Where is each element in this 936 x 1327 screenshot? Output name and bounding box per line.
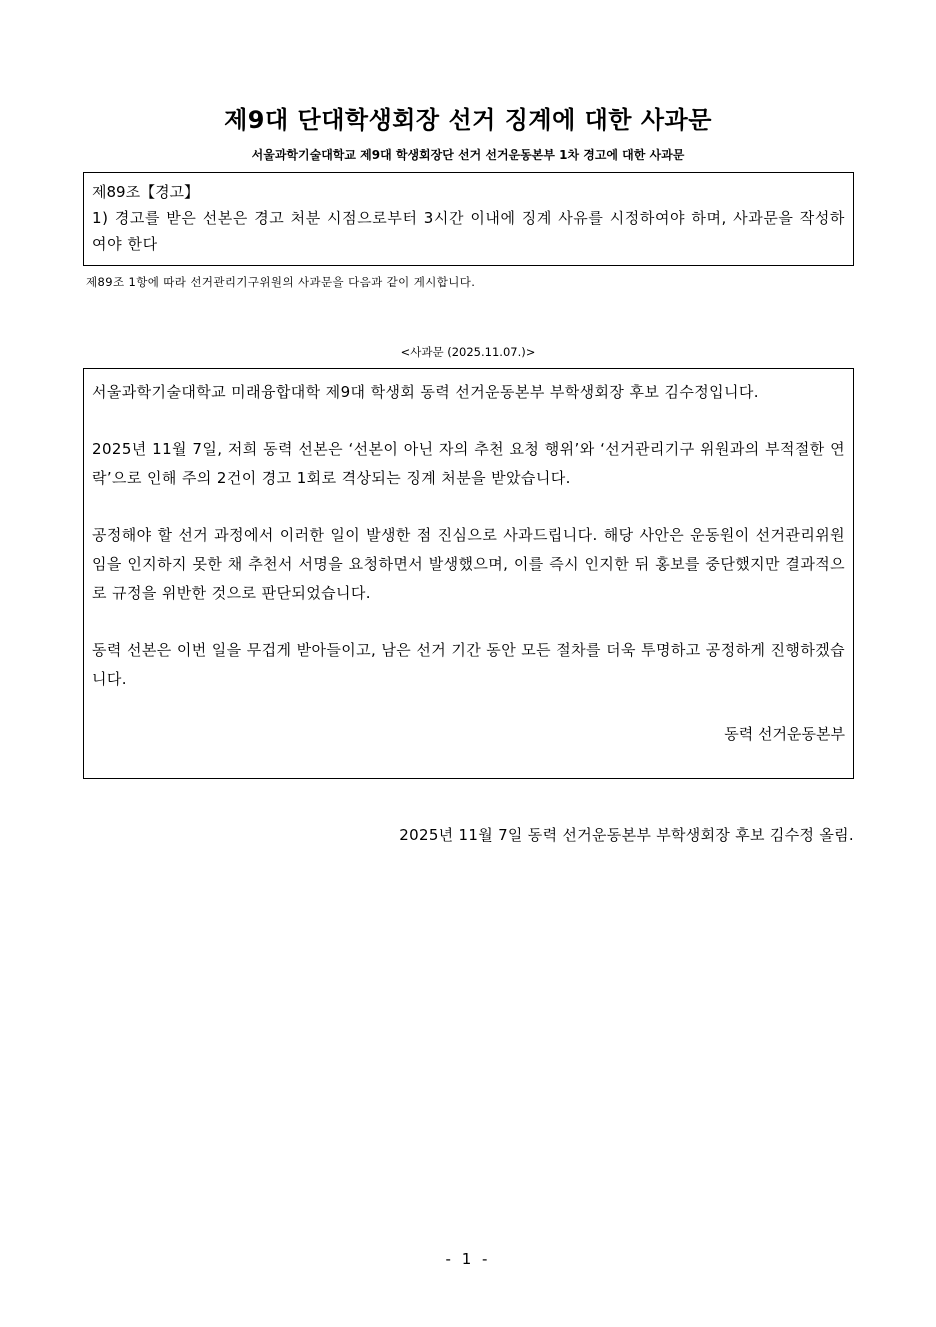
rule-heading: 제89조【경고】 xyxy=(92,183,200,201)
closing-line: 2025년 11월 7일 동력 선거운동본부 부학생회장 후보 김수정 올림. xyxy=(399,826,854,844)
letter-signature: 동력 선거운동본부 xyxy=(724,725,845,743)
rule-box xyxy=(83,172,854,266)
letter-paragraph-4: 동력 선본은 이번 일을 무겁게 받아들이고, 남은 선거 기간 동안 모든 절차를 더욱 투명하고 공정하게 진행하겠습니다. xyxy=(92,641,845,688)
notice-text: 제89조 1항에 따라 선거관리기구위원의 사과문을 다음과 같이 게시합니다. xyxy=(86,275,476,289)
letter-paragraph-1: 서울과학기술대학교 미래융합대학 제9대 학생회 동력 선거운동본부 부학생회장 후보 김수정입니다. xyxy=(92,383,759,401)
apology-letter-box xyxy=(83,368,854,779)
letter-paragraph-2: 2025년 11월 7일, 저희 동력 선본은 ‘선본이 아닌 자의 추천 요청 행위’와 ‘선거관리기구 위원과의 부적절한 연락’으로 인해 주의 2건이 경고 1회로 격상되는 징계 처분을 받았습니다. xyxy=(92,440,845,487)
letter-paragraph-3: 공정해야 할 선거 과정에서 이러한 일이 발생한 점 진심으로 사과드립니다. 해당 사안은 운동원이 선거관리위원임을 인지하지 못한 채 추천서 서명을 요청하면서 발생했으며, 이를 즉시 인지한 뒤 홍보를 중단했지만 결과적으로 규정을 위반한 것으로 판단되었습니다. xyxy=(92,526,845,602)
page-number: - 1 - xyxy=(445,1250,491,1268)
apology-header: <사과문 (2025.11.07.)> xyxy=(400,345,536,359)
document-title: 제9대 단대학생회장 선거 징계에 대한 사과문 xyxy=(224,106,712,134)
document-subtitle: 서울과학기술대학교 제9대 학생회장단 선거 선거운동본부 1차 경고에 대한 사과문 xyxy=(251,148,685,162)
rule-text: 1) 경고를 받은 선본은 경고 처분 시점으로부터 3시간 이내에 징계 사유를 시정하여야 하며, 사과문을 작성하여야 한다 xyxy=(92,209,845,253)
